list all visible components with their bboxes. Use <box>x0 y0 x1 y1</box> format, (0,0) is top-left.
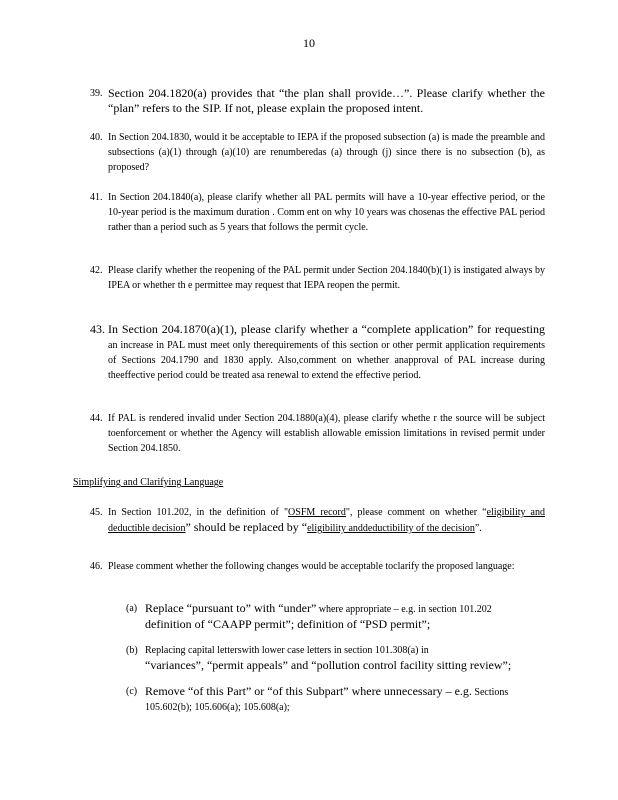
item-text: ", please comment on whether “ <box>345 507 487 518</box>
defined-term: eligibility and deductible decision <box>108 507 545 534</box>
subitem-text: 105.602(b); 105.606(a); 105.608(a); <box>145 702 290 713</box>
defined-term: OSFM record <box>288 507 346 518</box>
subitem-text: Sections <box>474 687 509 698</box>
subitem-lead: Replace “pursuant to” with “under” <box>145 601 317 615</box>
item-text: If PAL is rendered invalid under Section 204.1880(a)(4), please clarify whethe r the source will be subject toenforcement or whether the Agency will establish allowable emission limitations in revised permit under Section 204.1850. <box>108 413 545 454</box>
subitem-a <box>126 601 546 633</box>
item-number: 46. <box>90 561 103 572</box>
item-text: an increase in PAL must meet only therequirements of this section or other permit application requirements of Sections 204.1790 and 1830 apply. Also,comment on whether anapproval of PAL increase during theeffective period could be treated asa renewal to extend the effective period. <box>108 340 545 381</box>
question-41 <box>90 190 545 235</box>
item-text: In Section 204.1840(a), please clarify whether all PAL permits will have a 10-year effective period, or the 10-year period is the maximum duration . Comm ent on why 10 years was chosenas the effective PAL period rather than a period such as 5 years that follows the permit cycle. <box>108 192 545 233</box>
item-number: 45. <box>90 507 103 518</box>
question-40 <box>90 130 545 175</box>
item-lead-text: In Section 204.1870(a)(1), please clarify whether a “complete application” for requesting <box>108 322 545 336</box>
question-46 <box>90 559 545 574</box>
subitem-letter: (b) <box>126 645 138 656</box>
question-44 <box>90 411 545 456</box>
item-number: 41. <box>90 192 103 203</box>
question-39 <box>90 86 545 116</box>
item-text: In Section 101.202, in the definition of " <box>108 507 289 518</box>
item-number: 43. <box>90 322 105 336</box>
item-text: Please clarify whether the reopening of the PAL permit under Section 204.1840(b)(1) is instigated always by IPEA or whether th e permittee may request that IEPA reopen the permit. <box>108 265 545 291</box>
subitem-letter: (c) <box>126 686 138 697</box>
subitem-lead: Replacing capital letterswith lower case letters in section 101.308(a) in <box>145 645 429 656</box>
page-number: 10 <box>303 36 315 50</box>
question-42 <box>90 263 545 293</box>
item-number: 44. <box>90 413 103 424</box>
subitem-text: “variances”, “permit appeals” and “pollution control facility sitting review”; <box>145 658 512 672</box>
item-text: In Section 204.1830, would it be acceptable to IEPA if the proposed subsection (a) is made the preamble and subsections (a)(1) through (a)(10) are renumberedas (a) through (j) since there is no subsection (b), as proposed? <box>108 132 545 173</box>
subitem-b <box>126 643 546 674</box>
question-43 <box>90 322 545 383</box>
item-text: Section 204.1820(a) provides that “the plan shall provide…”. Please clarify whether the “plan” refers to the SIP. If not, please explain the proposed intent. <box>108 86 545 115</box>
subitem-lead: Remove “of this Part” or “of this Subpart” where unnecessary – e.g. <box>145 684 472 698</box>
subitem-c <box>126 684 546 715</box>
defined-term: eligibility anddeductibility of the decision <box>307 523 475 534</box>
subitem-text: definition of “CAAPP permit”; definition of “PSD permit”; <box>145 617 431 631</box>
item-number: 42. <box>90 265 103 276</box>
item-text: ” should be replaced by “ <box>185 520 308 534</box>
item-number: 40. <box>90 132 103 143</box>
subitem-text: where appropriate – e.g. in section 101.202 <box>318 604 492 615</box>
section-heading: Simplifying and Clarifying Language <box>73 477 224 488</box>
item-text: Please comment whether the following changes would be acceptable toclarify the proposed language: <box>108 561 515 572</box>
subitem-letter: (a) <box>126 603 138 614</box>
question-45 <box>90 505 545 536</box>
item-number: 39. <box>90 88 103 99</box>
item-text: ”. <box>474 523 482 534</box>
